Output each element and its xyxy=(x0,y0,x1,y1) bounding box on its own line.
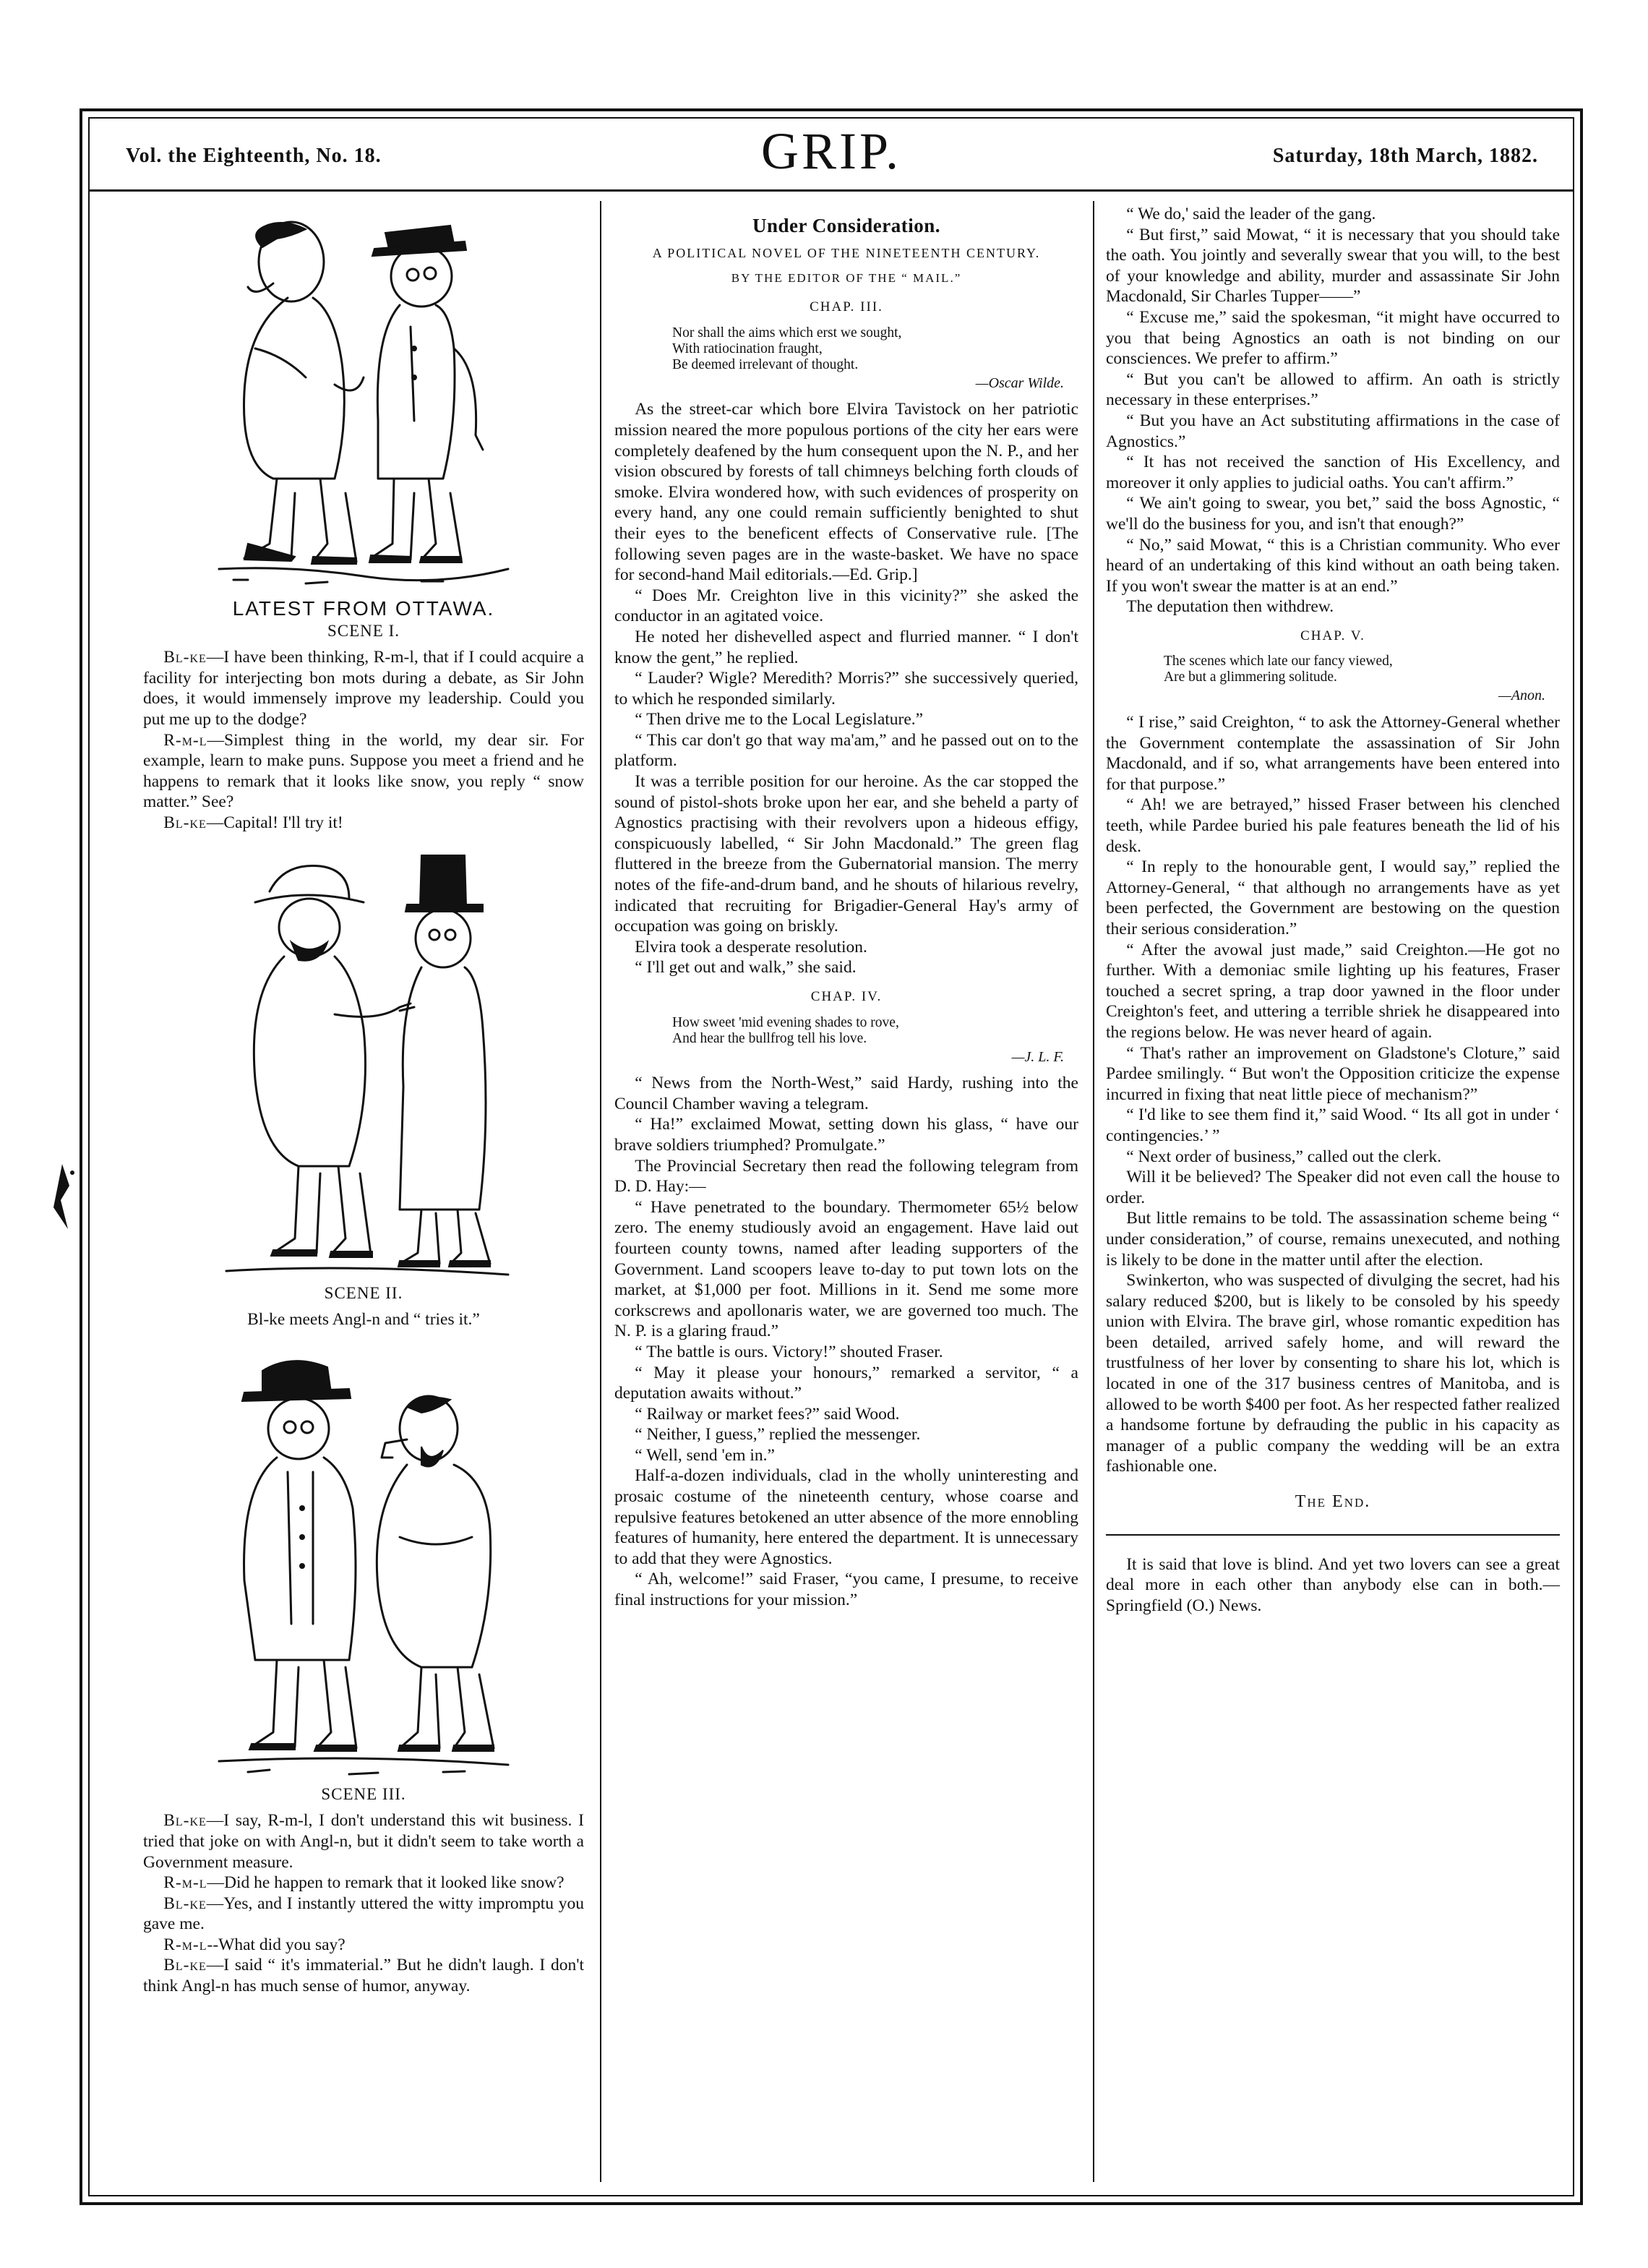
epigraph-5: The scenes which late our fancy viewed, Are but a glimmering solitude. xyxy=(1164,654,1393,685)
story-paragraph: “ Next order of business,” called out the clerk. xyxy=(1126,1147,1442,1166)
scene-2-text: Bl-ke meets Angl-n and “ tries it.” xyxy=(247,1310,480,1330)
story-paragraph: He noted her dishevelled aspect and flurried manner. “ I don't know the gent,” he replied. xyxy=(614,627,1078,667)
story-byline: BY THE EDITOR OF THE “ MAIL.” xyxy=(731,270,962,285)
chapter-4-body xyxy=(614,1073,1078,1610)
cartoon-caption: LATEST FROM OTTAWA. xyxy=(232,597,495,620)
story-paragraph: “ But you have an Act substituting affirmations in the case of Agnostics.” xyxy=(1106,411,1560,451)
masthead xyxy=(88,117,1574,189)
epigraph-4: How sweet 'mid evening shades to rove, And hear the bullfrog tell his love. xyxy=(672,1014,899,1046)
story-paragraph: “ Ha!” exclaimed Mowat, setting down his glass, “ have our brave soldiers triumphed? Promulgate.” xyxy=(614,1115,1078,1155)
ink-blot-mark xyxy=(48,1157,77,1236)
story-paragraph: “ This car don't go that way ma'am,” and he passed out on to the platform. xyxy=(614,730,1078,771)
column-rule-2 xyxy=(1093,201,1094,2182)
story-paragraph: The Provincial Secretary then read the following telegram from D. D. Hay:— xyxy=(614,1156,1078,1197)
story-paragraph: As the street-car which bore Elvira Tavistock on her patriotic mission neared the more populous portions of the city her ears were completely deafened by the hum consequent upon the N. P., and her vision obscured by forests of tall chimneys belching forth clouds of smoke. Elvira wondered how, with such evidences of prosperity on every hand, any one could remain sufficiently benighted to shut their eyes to the beneficent effects of Conservative rule. [The following seven pages are in the waste-basket. We have no space for second-hand Mail editorials.—Ed. Grip.] xyxy=(614,400,1078,585)
story-paragraph: “ Have penetrated to the boundary. Thermometer 65½ below zero. The enemy studiously avoid an engagement. Have laid out fourteen county towns, named after leading supporters of the Government. Land scoopers leave to-day to put town lots on the market, at $1,000 per foot. Millions in it. Send me some more corkscrews and apollonaris water, we are governed too much. The N. P. is a glaring fraud.” xyxy=(614,1197,1078,1341)
cartoon-illustration-1 xyxy=(205,204,523,594)
story-paragraph: “ We ain't going to swear, you bet,” said the boss Agnostic, “ we'll do the business for you, and isn't that enough?” xyxy=(1106,494,1560,534)
story-paragraph: But little remains to be told. The assassination scheme being “ under consideration,” of course, remains unexecuted, and nothing is likely to be done in the matter until after the election. xyxy=(1106,1209,1560,1270)
story-heading: Under Consideration. xyxy=(752,215,941,236)
speaker-name: Bl-ke xyxy=(163,1893,207,1913)
story-paragraph: “ May it please your honours,” remarked a servitor, “ a deputation awaits without.” xyxy=(614,1363,1078,1403)
dialogue-line: Bl-ke—I have been thinking, R-m-l, that if I could acquire a facility for interjecting bon mots during a debate, as Sir John does, it would immensely improve my leadership. Could you put me up to the dodge? xyxy=(143,648,584,729)
story-paragraph: “ I'll get out and walk,” she said. xyxy=(635,958,857,977)
story-paragraph: “ I'd like to see them find it,” said Wood. “ Its all got in under ‘ contingencies.’ ” xyxy=(1106,1105,1560,1145)
the-end: The End. xyxy=(1295,1492,1371,1512)
dialogue-line: Bl-ke—Capital! I'll try it! xyxy=(163,813,343,832)
story-paragraph: Swinkerton, who was suspected of divulging the secret, had his salary reduced $200, but is likely to be consoled by his speedy union with Elvira. The brave girl, whose romantic expedition has been detailed, arrived safely home, and will reward the trustfulness of her lover by consenting to share his lot, which is located in one of the 317 business centres of Manitoba, and is allowed to be worth $400 per foot. As her respected father realized a handsome fortune by defrauding the public in his capacity as manager of a public company the wedding will be an extra fashionable one. xyxy=(1106,1271,1560,1476)
epigraph-3-attribution: —Oscar Wilde. xyxy=(975,375,1064,391)
story-paragraph: Half-a-dozen individuals, clad in the wholly uninteresting and prosaic costume of the nineteenth century, whose coarse and repulsive features betokened an utter absence of the more ennobling features of humanity, here entered the department. It is unnecessary to add that they were Agnostics. xyxy=(614,1466,1078,1568)
speaker-name: R-m-l xyxy=(163,1873,207,1893)
scene-2-heading: SCENE II. xyxy=(324,1283,403,1302)
story-paragraph: “ After the avowal just made,” said Creighton.—He got no further. With a demoniac smile lighting up his features, Fraser touched a secret spring, a trap door yawned in the floor under Creighton's feet, and uttering a terrible shriek he disappeared into the regions below. He was never heard of again. xyxy=(1106,940,1560,1042)
chapter-5-body xyxy=(1106,712,1560,1477)
story-paragraph: “ In reply to the honourable gent, I would say,” replied the Attorney-General, “ that although no arrangements have as yet been perfected, the Government are bestowing on the question their serious consideration.” xyxy=(1106,857,1560,938)
column-2 xyxy=(614,204,1078,1611)
speaker-name: R-m-l xyxy=(163,1935,207,1954)
scene-1-heading: SCENE I. xyxy=(327,621,400,640)
scene-3-heading: SCENE III. xyxy=(321,1784,406,1803)
story-paragraph: “ It has not received the sanction of His Excellency, and moreover it only applies to judicial oaths. You can't affirm.” xyxy=(1106,453,1560,492)
story-paragraph: “ Railway or market fees?” said Wood. xyxy=(635,1404,900,1424)
filler-rule xyxy=(1106,1534,1560,1536)
story-paragraph: The deputation then withdrew. xyxy=(1126,597,1334,617)
story-paragraph: “ The battle is ours. Victory!” shouted Fraser. xyxy=(635,1342,943,1361)
cartoon-scene-3 xyxy=(205,1349,523,1783)
chapter-3-body xyxy=(614,399,1078,978)
cartoon-scene-1 xyxy=(205,204,523,594)
story-paragraph: “ Well, send 'em in.” xyxy=(635,1445,775,1465)
story-subheading: A POLITICAL NOVEL OF THE NINETEENTH CENTURY. xyxy=(652,245,1041,260)
cartoon-illustration-3 xyxy=(205,1349,523,1783)
cartoon-illustration-2 xyxy=(205,848,523,1282)
story-paragraph: Will it be believed? The Speaker did not even call the house to order. xyxy=(1106,1168,1560,1207)
story-paragraph: “ Then drive me to the Local Legislature.” xyxy=(635,710,924,729)
dialogue-line: R-m-l—Simplest thing in the world, my dear sir. For example, learn to make puns. Suppose you meet a friend and he happens to remark that it looks like snow, you reply “ snow matter.” See? xyxy=(143,730,584,812)
chapter-5-heading: CHAP. V. xyxy=(1300,628,1365,643)
story-paragraph: “ But first,” said Mowat, “ it is necessary that you should take the oath. You jointly and severally swear that you will, to the best of your knowledge and ability, murder and assassinate Sir John Macdonald, Sir Charles Tupper——” xyxy=(1106,225,1560,307)
speaker-name: R-m-l xyxy=(163,730,207,750)
dialogue-line: Bl-ke—I say, R-m-l, I don't understand this wit business. I tried that joke on with Angl-n, but it didn't seem to take worth a Government measure. xyxy=(143,1811,584,1872)
issue-date: Saturday, 18th March, 1882. xyxy=(1272,145,1538,167)
dialogue-line: R-m-l—Did he happen to remark that it looked like snow? xyxy=(163,1873,565,1893)
masthead-rule xyxy=(88,189,1574,192)
story-paragraph: “ I rise,” said Creighton, “ to ask the Attorney-General whether the Government contemplate the assassination of Sir John Macdonald, and if so, what arrangements have been entered into for that purpose.” xyxy=(1106,713,1560,794)
story-paragraph: “ Ah! we are betrayed,” hissed Fraser between his clenched teeth, while Pardee buried his pale features beneath the lid of his desk. xyxy=(1106,795,1560,856)
story-paragraph: It was a terrible position for our heroine. As the car stopped the sound of pistol-shots broke upon her ear, and she beheld a party of Agnostics practising with their revolvers upon a hideous effigy, conspicuously labelled, “ Sir John Macdonald.” The green flag fluttered in the breeze from the Gubernatorial mansion. The merry notes of the fife-and-drum band, and he shouts of hilarious revelry, indicated that recruiting for Brigadier-General Hay's army of occupation was going on briskly. xyxy=(614,772,1078,936)
column-1 xyxy=(143,204,584,1997)
story-paragraph: “ That's rather an improvement on Gladstone's Cloture,” said Pardee smilingly. “ But won't the Opposition criticize the expense incurred in fixing that neat little piece of mechanism?” xyxy=(1106,1043,1560,1104)
epigraph-3: Nor shall the aims which erst we sought, With ratiocination fraught, Be deemed irrelevant of thought. xyxy=(672,325,902,372)
chapter-3-heading: CHAP. III. xyxy=(810,299,883,315)
story-paragraph: “ Does Mr. Creighton live in this vicinity?” she asked the conductor in an agitated voice. xyxy=(614,586,1078,626)
story-paragraph: “ But you can't be allowed to affirm. An oath is strictly necessary in these enterprises.” xyxy=(1106,369,1560,410)
column-rule-1 xyxy=(600,201,601,2182)
story-paragraph: “ Lauder? Wigle? Meredith? Morris?” she successively queried, to which he responded similarly. xyxy=(614,669,1078,709)
dialogue-line: Bl-ke—I said “ it's immaterial.” But he didn't laugh. I don't think Angl-n has much sense of humor, anyway. xyxy=(143,1956,584,1996)
speaker-name: Bl-ke xyxy=(163,648,207,667)
chapter-4-continued xyxy=(1106,204,1560,617)
speaker-name: Bl-ke xyxy=(163,813,207,832)
publication-title: GRIP. xyxy=(760,122,902,180)
volume-number: Vol. the Eighteenth, No. 18. xyxy=(126,145,382,167)
story-paragraph: “ Ah, welcome!” said Fraser, “you came, I presume, to receive final instructions for your mission.” xyxy=(614,1570,1078,1610)
story-paragraph: “ Neither, I guess,” replied the messenger. xyxy=(635,1425,921,1445)
story-paragraph: Elvira took a desperate resolution. xyxy=(635,937,867,957)
speaker-name: Bl-ke xyxy=(163,1956,207,1975)
epigraph-5-attribution: —Anon. xyxy=(1498,688,1545,704)
filler-paragraph: It is said that love is blind. And yet two lovers can see a great deal more in each other than anybody else can in both.—Springfield (O.) News. xyxy=(1106,1554,1560,1615)
epigraph-4-attribution: —J. L. F. xyxy=(1011,1048,1064,1065)
cartoon-scene-2 xyxy=(205,848,523,1282)
speaker-name: Bl-ke xyxy=(163,1811,207,1831)
dialogue-line: R-m-l--What did you say? xyxy=(163,1935,346,1954)
dialogue-line: Bl-ke—Yes, and I instantly uttered the witty impromptu you gave me. xyxy=(143,1893,584,1934)
story-paragraph: “ News from the North-West,” said Hardy, rushing into the Council Chamber waving a telegram. xyxy=(614,1074,1078,1113)
chapter-4-heading: CHAP. IV. xyxy=(810,989,883,1004)
story-paragraph: “ Excuse me,” said the spokesman, “it might have occurred to you that being Agnostics an oath is not binding on our consciences. We prefer to affirm.” xyxy=(1106,307,1560,369)
column-3 xyxy=(1106,204,1560,1616)
story-paragraph: “ We do,' said the leader of the gang. xyxy=(1126,205,1376,223)
story-paragraph: “ No,” said Mowat, “ this is a Christian community. Who ever heard of an undertaking of this kind without an oath being taken. If you won't swear the matter is at an end.” xyxy=(1106,535,1560,596)
